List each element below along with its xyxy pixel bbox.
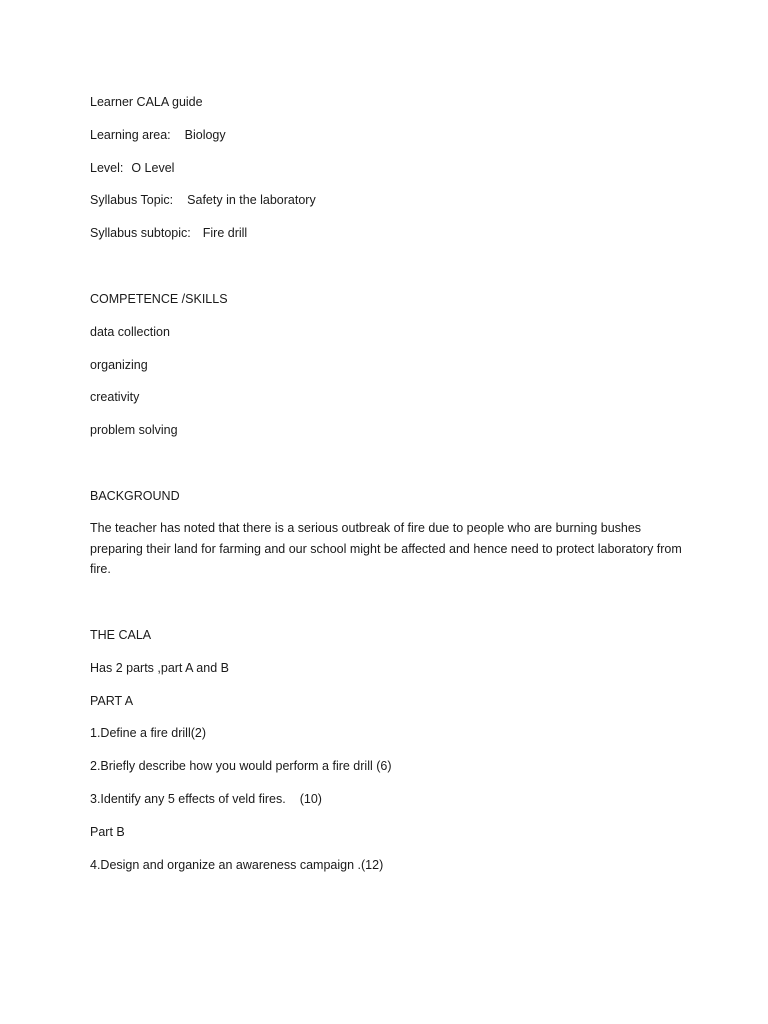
question-1: 1.Define a fire drill(2) bbox=[90, 726, 207, 740]
level-label: Level: bbox=[90, 161, 124, 175]
question-3-text: 3.Identify any 5 effects of veld fires. bbox=[90, 792, 286, 806]
part-a-heading: PART A bbox=[90, 694, 134, 708]
skill-item: data collection bbox=[90, 325, 170, 339]
background-heading: BACKGROUND bbox=[90, 489, 180, 503]
document-title: Learner CALA guide bbox=[90, 95, 203, 109]
background-text: The teacher has noted that there is a serious outbreak of fire due to people who are burning bushes preparing their land for farming and our school might be affected and hence need to protect laboratory from fire. bbox=[90, 521, 682, 576]
syllabus-subtopic-line bbox=[90, 225, 247, 241]
syllabus-topic-label: Syllabus Topic: bbox=[90, 193, 174, 207]
part-b-heading: Part B bbox=[90, 825, 125, 839]
learning-area-label: Learning area: bbox=[90, 128, 171, 142]
cala-heading: THE CALA bbox=[90, 628, 152, 642]
cala-intro: Has 2 parts ,part A and B bbox=[90, 661, 229, 675]
learning-area-line bbox=[90, 127, 226, 143]
competence-heading: COMPETENCE /SKILLS bbox=[90, 292, 228, 306]
question-3 bbox=[90, 791, 322, 807]
skill-item: organizing bbox=[90, 358, 148, 372]
level-value: O Level bbox=[131, 161, 175, 175]
level-line bbox=[90, 160, 174, 176]
skill-item: problem solving bbox=[90, 423, 178, 437]
syllabus-topic-line bbox=[90, 192, 316, 208]
question-2: 2.Briefly describe how you would perform a fire drill (6) bbox=[90, 759, 392, 773]
question-4: 4.Design and organize an awareness campaign .(12) bbox=[90, 858, 384, 872]
syllabus-subtopic-value: Fire drill bbox=[202, 226, 248, 240]
skill-item: creativity bbox=[90, 390, 140, 404]
syllabus-subtopic-label: Syllabus subtopic: bbox=[90, 226, 191, 240]
syllabus-topic-value: Safety in the laboratory bbox=[187, 193, 316, 207]
question-3-marks: (10) bbox=[299, 792, 322, 806]
learning-area-value: Biology bbox=[184, 128, 226, 142]
